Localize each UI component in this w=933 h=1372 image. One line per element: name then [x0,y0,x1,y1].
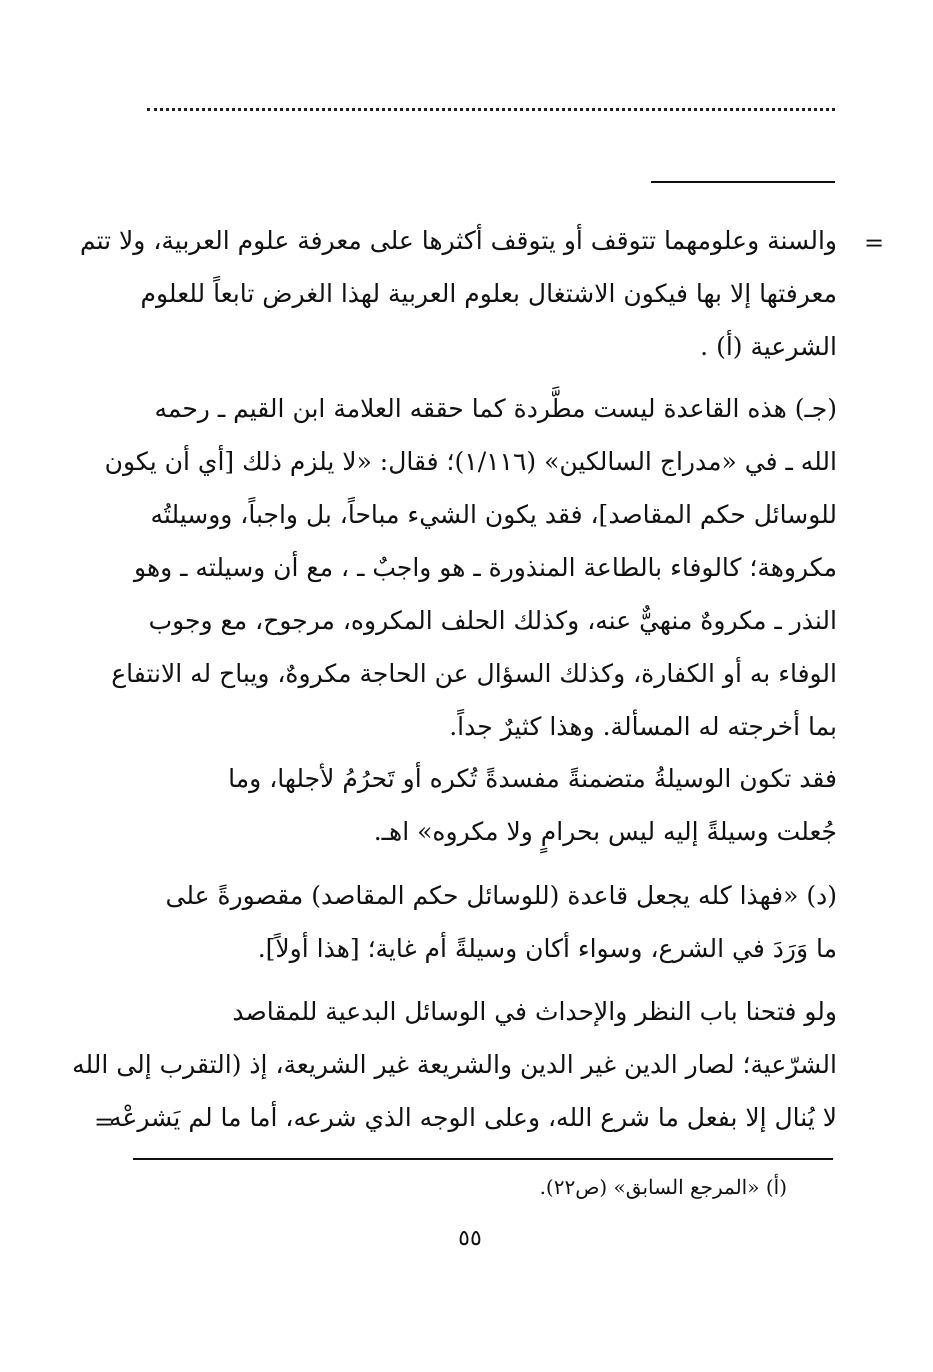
continuation-marker-bottom: = [94,1108,115,1136]
text-line: الشرعية (أ) . [700,332,837,361]
page-number: ٥٥ [458,1226,482,1251]
text-line: الوفاء به أو الكفارة، وكذلك السؤال عن الحاجة مكروهٌ، ويباح له الانتفاع [111,659,837,688]
footnote-rule [133,1158,833,1160]
paragraph-quote [132,752,837,858]
text-line: بما أخرجته له المسألة. وهذا كثيرٌ جداً. [449,712,837,741]
paragraph-final [72,985,837,1144]
text-line: والسنة وعلومهما تتوقف أو يتوقف أكثرها على معرفة علوم العربية، ولا تتم [79,226,837,255]
text-line: معرفتها إلا بها فيكون الاشتغال بعلوم العربية لهذا الغرض تابعاً للعلوم [140,279,837,308]
text-line: الله ـ في «مدراج السالكين» (١/١١٦)؛ فقال: «لا يلزم ذلك [أي أن يكون [104,447,837,476]
header-rule [651,181,835,183]
paragraph-d [132,869,837,975]
text-line: للوسائل حكم المقاصد]، فقد يكون الشيء مباحاً، بل واجباً، ووسيلتُه [150,500,837,529]
text-line: الشرّعية؛ لصار الدين غير الدين والشريعة غير الشريعة، إذ (التقرب إلى الله [72,1050,837,1079]
paragraph-continued [79,214,837,373]
text-line: فقد تكون الوسيلةُ متضمنةً مفسدةً تُكره أو تَحرُمُ لأجلها، وما [228,764,837,793]
text-line: مكروهة؛ كالوفاء بالطاعة المنذورة ـ هو واجبٌ ـ ، مع أن وسيلته ـ وهو [134,553,837,582]
footnote: (أ) «المرجع السابق» (ص٢٢). [539,1175,787,1199]
text-line: (د) «فهذا كله يجعل قاعدة (للوسائل حكم المقاصد) مقصورةً على [165,881,837,910]
text-line: ما وَرَدَ في الشرع، وسواء أكان وسيلةً أم غاية؛ [هذا أولاً]. [257,934,837,963]
text-line: ولو فتحنا باب النظر والإحداث في الوسائل البدعية للمقاصد [232,997,837,1026]
header-dotted-rule [147,108,835,111]
text-line: جُعلت وسيلةً إليه ليس بحرامٍ ولا مكروه» اهـ. [373,817,837,846]
text-line: (جـ) هذه القاعدة ليست مطَّردة كما حققه العلامة ابن القيم ـ رحمه [154,394,837,423]
text-line: النذر ـ مكروهٌ منهيٌّ عنه، وكذلك الحلف المكروه، مرجوح، مع وجوب [148,606,837,635]
text-line: لا يُنال إلا بفعل ما شرع الله، وعلى الوجه الذي شرعه، أما ما لم يَشرعْه [109,1103,837,1132]
continuation-marker-top: = [864,229,885,257]
paragraph-j [104,382,837,753]
